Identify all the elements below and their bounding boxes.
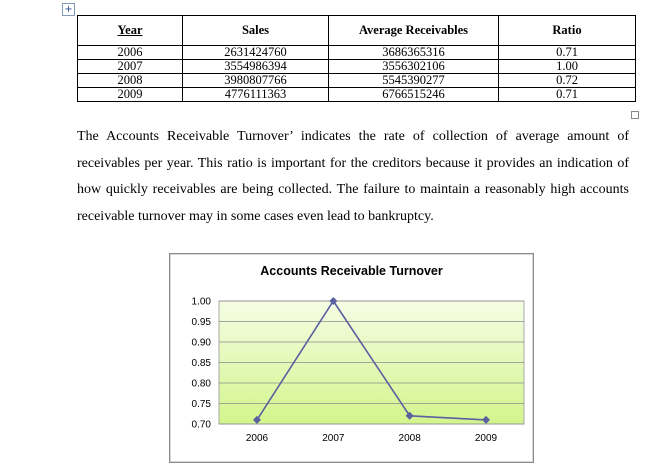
table-row <box>78 74 636 88</box>
body-paragraph: The Accounts Receivable Turnover’ indicates the rate of collection of average amount of receivables per year. This ratio is important for the creditors because it provides an indication of how quickly receivables are being collected. The failure to maintain a reasonably high accounts receivable turnover may in some cases even lead to bankruptcy. <box>77 129 629 224</box>
receivables-table <box>77 15 636 102</box>
cell-ratio: 0.71 <box>499 46 636 60</box>
cell-sales: 3980807766 <box>183 74 329 88</box>
table-header-row <box>78 16 636 46</box>
cell-average-receivables: 3686365316 <box>329 46 499 60</box>
cell-average-receivables: 3556302106 <box>329 60 499 74</box>
header-average-receivables: Average Receivables <box>329 16 499 46</box>
x-tick-label: 2006 <box>245 433 269 444</box>
cell-average-receivables: 5545390277 <box>329 74 499 88</box>
x-tick-label: 2009 <box>474 433 498 444</box>
y-tick-label: 0.70 <box>191 419 211 431</box>
cell-year: 2006 <box>78 46 183 60</box>
chart-title: Accounts Receivable Turnover <box>260 264 443 278</box>
cell-year: 2007 <box>78 60 183 74</box>
cell-sales: 4776111363 <box>183 88 329 102</box>
y-tick-label: 0.90 <box>191 337 211 349</box>
cell-sales: 2631424760 <box>183 46 329 60</box>
cell-sales: 3554986394 <box>183 60 329 74</box>
table-move-handle-icon[interactable]: + <box>62 3 75 16</box>
header-sales: Sales <box>183 16 329 46</box>
y-tick-label: 0.85 <box>191 358 211 369</box>
cell-ratio: 1.00 <box>499 60 636 74</box>
cell-ratio: 0.71 <box>499 88 636 102</box>
table-row <box>78 88 636 102</box>
x-axis-ticks <box>246 433 498 444</box>
y-tick-label: 1.00 <box>191 296 211 308</box>
cell-year: 2008 <box>78 74 183 88</box>
line-chart <box>170 254 533 462</box>
x-tick-label: 2007 <box>322 433 345 444</box>
table-resize-handle-icon[interactable] <box>631 111 639 119</box>
y-axis-ticks <box>192 297 212 431</box>
cell-average-receivables: 6766515246 <box>329 88 499 102</box>
cell-ratio: 0.72 <box>499 74 636 88</box>
x-tick-label: 2008 <box>398 433 421 444</box>
chart-frame[interactable] <box>169 253 534 463</box>
table-row <box>78 60 636 74</box>
header-ratio: Ratio <box>499 16 636 46</box>
y-tick-label: 0.80 <box>191 378 211 390</box>
y-tick-label: 0.75 <box>191 399 211 410</box>
cell-year: 2009 <box>78 88 183 102</box>
table-row <box>78 46 636 60</box>
header-year: Year <box>78 16 183 46</box>
y-tick-label: 0.95 <box>191 317 211 328</box>
